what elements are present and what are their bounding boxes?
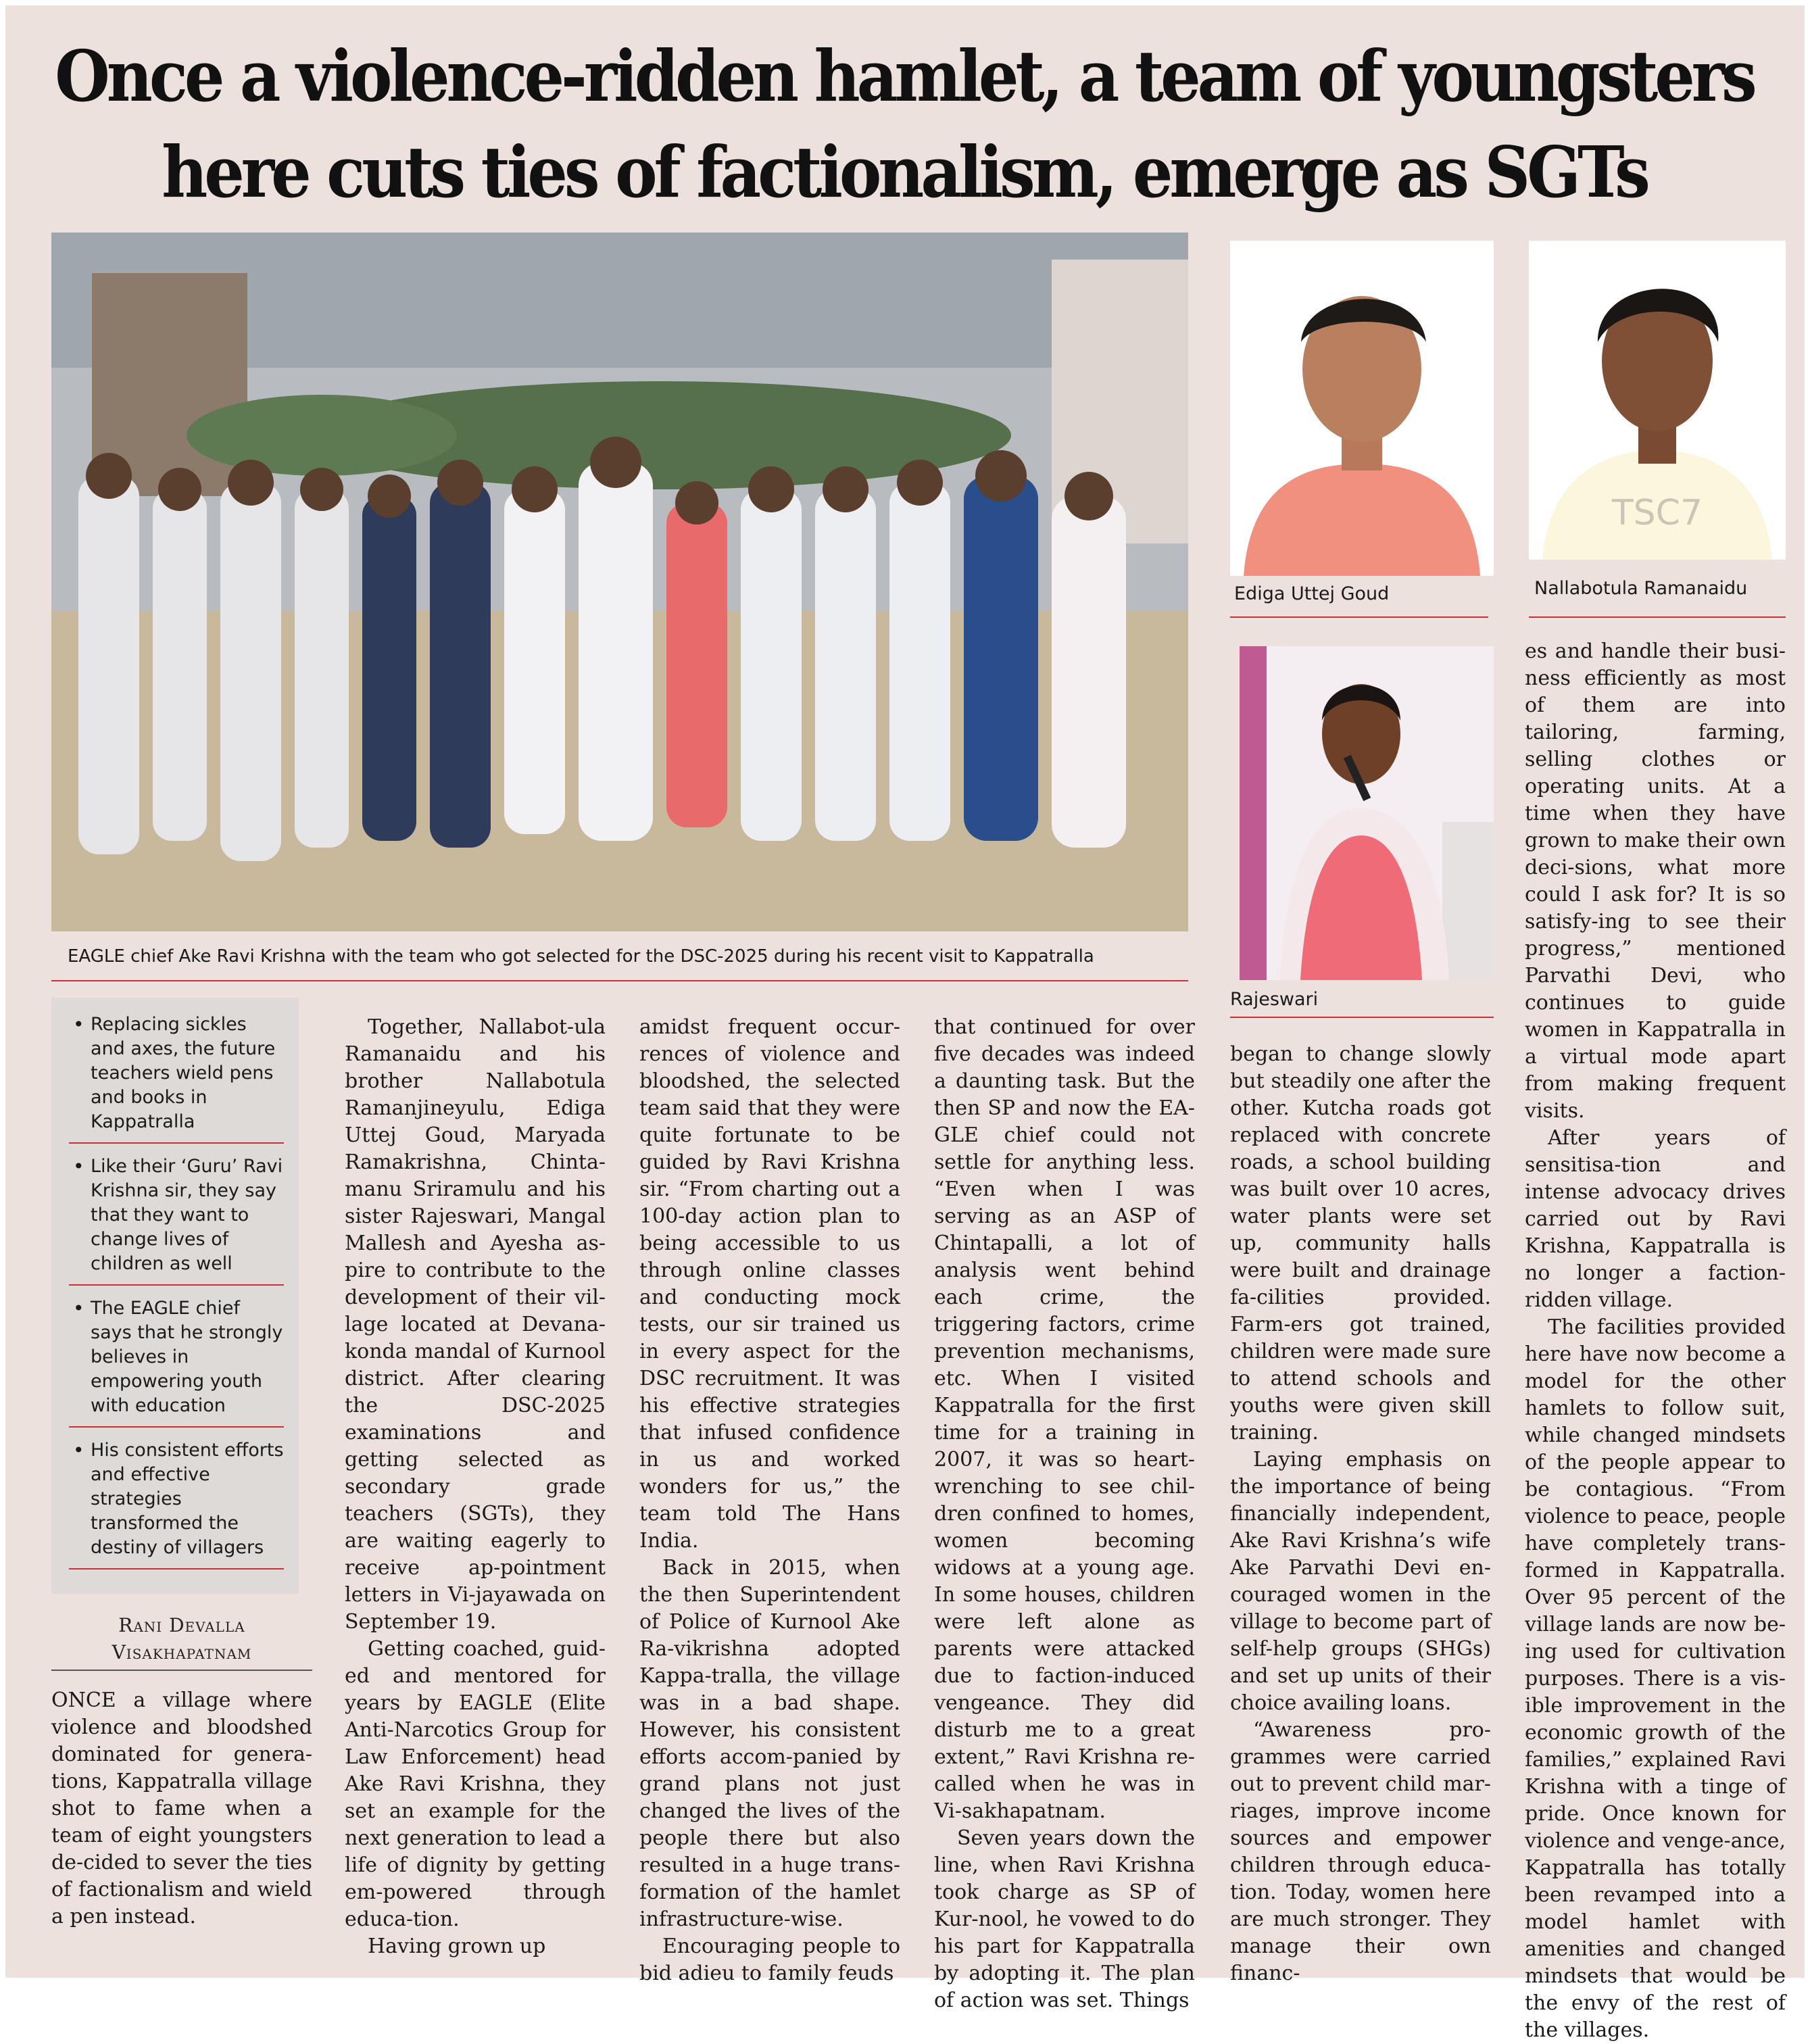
portrait-rule-3 xyxy=(1230,1017,1494,1018)
portrait-rule-1 xyxy=(1230,616,1488,618)
article-paragraph: Encouraging people to bid adieu to family feuds xyxy=(639,1934,900,1985)
highlights-box xyxy=(51,998,299,1594)
article-paragraph: After years of sensitisa-tion and intense advocacy drives carried out by Ravi Krishna, Kappatralla is no longer a faction-ridden village. xyxy=(1525,1126,1786,1312)
article-paragraph: es and handle their busi-ness efficiently as most of them are into tailoring, farming, selling clothes or operating units. At a time when they have grown to make their own deci-sions, what more could I ask for? It is so satisfy-ing to see their progress,” mentioned Parvathi Devi, who continues to guide women in Kappatralla in a virtual mode apart from making frequent visits. xyxy=(1525,639,1786,1123)
highlight-item: • His consistent efforts and effective strategies transformed the destiny of villagers xyxy=(69,1438,284,1570)
article-paragraph: Back in 2015, when the then Superintendent of Police of Kurnool Ake Ra-vikrishna adopted Kappa-tralla, the village was in a bad shape. However, his consistent efforts accom-panied by grand plans not just changed the lives of the people there but also resulted in a huge trans-formation of the hamlet infrastructure-wise. xyxy=(639,1556,900,1931)
article-column-4 xyxy=(934,1014,1195,2014)
portrait-illustration xyxy=(1240,646,1494,980)
article-paragraph: Seven years down the line, when Ravi Krishna took charge as SP of Kur-nool, he vowed to do his part for Kappatralla by adopting it. The plan of action was set. Things xyxy=(934,1826,1195,2012)
article-column-1 xyxy=(51,1687,312,1930)
portrait-nallabotula-ramanaidu xyxy=(1529,241,1786,560)
portrait-illustration xyxy=(1230,241,1494,576)
highlight-item: • Replacing sickles and axes, the future teachers wield pens and books in Kappatralla xyxy=(69,1013,284,1144)
portrait-rule-2 xyxy=(1529,616,1786,618)
newspaper-page xyxy=(5,5,1805,2042)
article-paragraph: Having grown up xyxy=(368,1934,546,1958)
byline-author: Rani Devalla xyxy=(118,1614,245,1636)
main-photo-caption: EAGLE chief Ake Ravi Krishna with the team who got selected for the DSC-2025 during his recent visit to Kappatralla xyxy=(68,946,1094,967)
article-paragraph: that continued for over five decades was indeed a daunting task. But the then SP and now the EA-GLE chief could not settle for anything less. “Even when I was serving as an ASP of Chintapalli, a lot of analysis went behind each crime, the triggering factors, crime prevention mechanisms, etc. When I visited Kappatralla for the first time for a training in 2007, it was so heart-wrenching to see chil-dren confined to homes, women becoming widows at a young age. In some houses, children were left alone as parents were attacked due to faction-induced vengeance. They did disturb me to a great extent,” Ravi Krishna re-called when he was in Vi-sakhapatnam. xyxy=(934,1015,1195,1823)
article-paragraph: Together, Nallabot-ula Ramanaidu and his brother Nallabotula Ramanjineyulu, Ediga Uttej Goud, Maryada Ramakrishna, Chinta-manu Sriramulu and his sister Rajeswari, Mangal Mallesh and Ayesha as-pire to contribute to the development of their vil-lage located at Devana-konda mandal of Kurnool district. After clearing the DSC-2025 examinations and getting selected as secondary grade teachers (SGTs), they are waiting eagerly to receive ap-pointment letters in Vi-jayawada on September 19. xyxy=(345,1015,606,1634)
article-paragraph: ONCE a village where violence and bloodshed dominated for genera-tions, Kappatralla village shot to fame when a team of eight youngsters de-cided to sever the ties of factionalism and wield a pen instead. xyxy=(51,1688,312,1928)
article-column-2 xyxy=(345,1014,606,1960)
byline-rule xyxy=(51,1670,312,1671)
article-column-6 xyxy=(1525,638,1786,2044)
headline-line-2: here cuts ties of factionalism, emerge as SGTs xyxy=(162,130,1647,214)
headline xyxy=(32,28,1776,220)
headline-line-1: Once a violence-ridden hamlet, a team of youngsters xyxy=(55,34,1754,118)
article-paragraph: Getting coached, guid-ed and mentored for years by EAGLE (Elite Anti-Narcotics Group for Law Enforcement) head Ake Ravi Krishna, they set an example for the next generation to lead a life of dignity by getting em-powered through educa-tion. xyxy=(345,1637,606,1931)
portrait-caption-1: Ediga Uttej Goud xyxy=(1234,583,1390,604)
main-caption-rule xyxy=(51,980,1188,981)
highlight-item: • Like their ‘Guru’ Ravi Krishna sir, they say that they want to change lives of children as well xyxy=(69,1154,284,1286)
main-photo xyxy=(51,233,1188,931)
portrait-ediga-uttej-goud xyxy=(1230,241,1494,576)
svg-text:TSC7: TSC7 xyxy=(1611,493,1703,533)
article-paragraph: “Awareness pro-grammes were carried out to prevent child mar-riages, improve income sources and empower children through educa-tion. Today, women here are much stronger. They manage their own financ- xyxy=(1230,1718,1491,1985)
article-column-3 xyxy=(639,1014,900,1987)
portrait-caption-3: Rajeswari xyxy=(1230,989,1319,1010)
portrait-illustration xyxy=(1529,241,1786,560)
article-paragraph: amidst frequent occur-rences of violence and bloodshed, the selected team said that they were quite fortunate to be guided by Ravi Krishna sir. “From charting out a 100-day action plan to being accessible to us through online classes and conducting mock tests, our sir trained us in every aspect for the DSC recruitment. It was his effective strategies that infused confidence in us and worked wonders for us,” the team told The Hans India. xyxy=(639,1015,900,1553)
byline-location: Visakhapatnam xyxy=(112,1641,252,1663)
group-photo-illustration xyxy=(51,233,1188,931)
portrait-rajeswari xyxy=(1240,646,1494,980)
article-paragraph: Laying emphasis on the importance of being financially independent, Ake Ravi Krishna’s wife Ake Parvathi Devi en-couraged women in the village to become part of self-help groups (SHGs) and set up units of their choice availing loans. xyxy=(1230,1448,1491,1715)
portrait-caption-2: Nallabotula Ramanaidu xyxy=(1534,578,1748,599)
article-column-5 xyxy=(1230,1041,1491,1987)
article-paragraph: The facilities provided here have now become a model for the other hamlets to follow suit, while changed mindsets of the people appear to be contagious. “From violence to peace, people have completely trans-formed in Kappatralla. Over 95 percent of the village lands are now be-ing used for cultivation purposes. There is a vis-ible improvement in the economic growth of the families,” explained Ravi Krishna with a tinge of pride. Once known for violence and venge-ance, Kappatralla has totally been revamped into a model hamlet with amenities and changed mindsets that would be the envy of the rest of the villages. xyxy=(1525,1315,1786,2042)
article-paragraph: began to change slowly but steadily one after the other. Kutcha roads got replaced with concrete roads, a school building was built over 10 acres, water plants were set up, community halls were built and drainage fa-cilities provided. Farm-ers got trained, children were made sure to attend schools and youths were given skill training. xyxy=(1230,1042,1491,1444)
highlight-item: • The EAGLE chief says that he strongly believes in empowering youth with education xyxy=(69,1296,284,1428)
